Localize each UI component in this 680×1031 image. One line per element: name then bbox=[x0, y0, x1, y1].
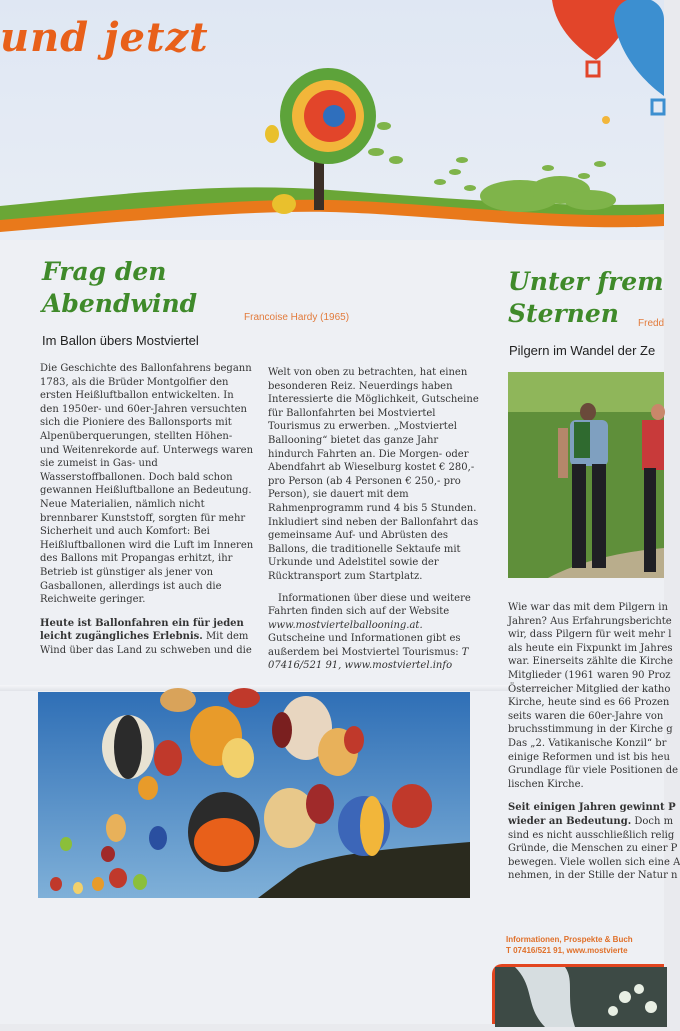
body-paragraph-lead bbox=[40, 617, 254, 658]
right-body-lines-2 bbox=[508, 829, 678, 883]
info-line-1: Informationen, Prospekte & Buch bbox=[506, 935, 633, 944]
body-line: Mitglieder (1961 waren 90 Proz bbox=[508, 669, 671, 681]
info-line-2: T 07416/521 91, www.mostvierte bbox=[506, 946, 628, 955]
article-title-line2: Sternen bbox=[508, 299, 619, 328]
lead-text: Heute ist Ballonfahren ein für jeden leicht zugängliches Erlebnis. bbox=[40, 617, 244, 643]
sun-icon bbox=[602, 116, 610, 124]
website-link[interactable]: www.mostviertelballooning.at. bbox=[268, 619, 423, 631]
right-lead: Seit einigen Jahren gewinnt P bbox=[508, 802, 676, 814]
body-line: Jahren? Aus Erfahrungsberichte bbox=[508, 615, 672, 627]
body-line: Gründe, die Menschen zu einer P bbox=[508, 843, 678, 855]
right-lead-rest: Doch m bbox=[631, 815, 674, 827]
body-line: lischen Kirche. bbox=[508, 778, 584, 790]
body-line: als heute ein Fixpunkt im Jahres bbox=[508, 642, 673, 654]
section-heading: und jetzt bbox=[0, 14, 209, 61]
article-title-line1: Frag den bbox=[42, 257, 167, 286]
body-line: einige Reformen und ist bis heu bbox=[508, 751, 670, 763]
body-line: Grundlage für viele Positionen de bbox=[508, 765, 679, 777]
article-subtitle: Im Ballon übers Mostviertel bbox=[42, 333, 199, 348]
body-line: bruchsstimmung in der Kirche g bbox=[508, 724, 673, 736]
info-paragraph bbox=[268, 592, 480, 674]
body-paragraph: Die Geschichte des Ballonfahrens begann 1783, als die Brüder Montgolfier den ersten Heißluftballon entwickelten. In den 1950er- und 60er-Jahren versuchten sich die Pioniere des Ballonsports mit Alpenüberquerungen, stellten Höhen- und Weitenrekorde auf. Unterwegs waren sie zumeist in Gas- und Wasserstoffballonen. Doch bald schon gewannen Heißluftballone an Bedeutung. Neue Materialien, nämlich nicht brennbarer Kunststoff, sorgten für mehr Sicherheit und auch Komfort: Bei Heißluftballonen wird die Luft im Inneren des Ballons mit Propangas erhitzt, ihr Betrieb ist günstiger als jener von Gasballonen, allerdings ist auch die Reichweite geringer. bbox=[40, 363, 254, 606]
lead-continuation: Mit dem Wind über das Land zu schweben und die bbox=[40, 631, 252, 656]
body-line: seits waren die 60er-Jahre von bbox=[508, 710, 664, 722]
body-line: war. Einerseits zählte die Kirche bbox=[508, 656, 673, 668]
waterfall-photo bbox=[492, 964, 664, 1024]
article-attribution: Fredd bbox=[638, 318, 665, 329]
right-lead-line bbox=[508, 815, 678, 829]
article-column-1 bbox=[40, 362, 254, 665]
article-subtitle: Pilgern im Wandel der Ze bbox=[509, 343, 656, 358]
article-attribution: Francoise Hardy (1965) bbox=[244, 312, 350, 323]
right-article-column bbox=[508, 601, 678, 883]
article-column-2 bbox=[268, 366, 480, 673]
right-body-lines bbox=[508, 601, 678, 791]
body-line: bewegen. Viele wollen sich eine A bbox=[508, 856, 680, 868]
website-link-2[interactable]: www.mostviertel.info bbox=[344, 660, 453, 672]
phone-number: T 07416/521 91, bbox=[268, 646, 469, 672]
pilgrims-photo bbox=[508, 372, 664, 578]
body-line: nehmen, in der Stille der Natur n bbox=[508, 870, 678, 882]
info-text-2: Gutscheine und Informationen gibt es außerdem bei Mostviertel Tourismus: bbox=[268, 633, 462, 658]
body-line: Österreicher Mitglied der katho bbox=[508, 683, 671, 695]
info-footer bbox=[506, 934, 633, 956]
body-line: Kirche, heute sind es 66 Prozen bbox=[508, 697, 670, 709]
article-title-line1: Unter frem bbox=[508, 267, 664, 296]
info-text: Informationen über diese und weitere Fahrten finden sich auf der Website bbox=[268, 592, 471, 618]
balloons-photo bbox=[38, 692, 470, 898]
body-line: Wie war das mit dem Pilgern in bbox=[508, 602, 668, 613]
balloon-icon bbox=[614, 0, 664, 96]
pear-icon bbox=[265, 125, 279, 143]
body-line: wir, dass Pilgern für weit mehr l bbox=[508, 629, 672, 641]
body-line: sind es nicht ausschließlich relig bbox=[508, 829, 675, 841]
article-title-line2: Abendwind bbox=[42, 289, 198, 318]
body-line: Das „2. Vatikanische Konzil“ br bbox=[508, 737, 667, 749]
body-paragraph: Welt von oben zu betrachten, hat einen besonderen Reiz. Neuerdings haben Interessierte die Möglichkeit, Gutscheine für Ballonfahrten bei Mostviertel Tourismus zu erwerben. „Mostviertel Ballooning“ bietet das ganze Jahr hindurch Fahrten an. Die Morgen- oder Abendfahrt ab Wieselburg kostet € 280,- pro Person (ab 4 Personen € 250,- pro Person), sie dauert mit dem Rahmenprogramm rund 4 bis 5 Stunden. Inkludiert sind neben der Ballonfahrt das gemeinsame Auf- und Abrüsten des Ballons, die traditionelle Sektaufe mit Urkunde und Adelstitel sowie der Rücktransport zum Startplatz. bbox=[268, 367, 479, 582]
right-lead-bold: wieder an Bedeutung. bbox=[508, 815, 632, 827]
